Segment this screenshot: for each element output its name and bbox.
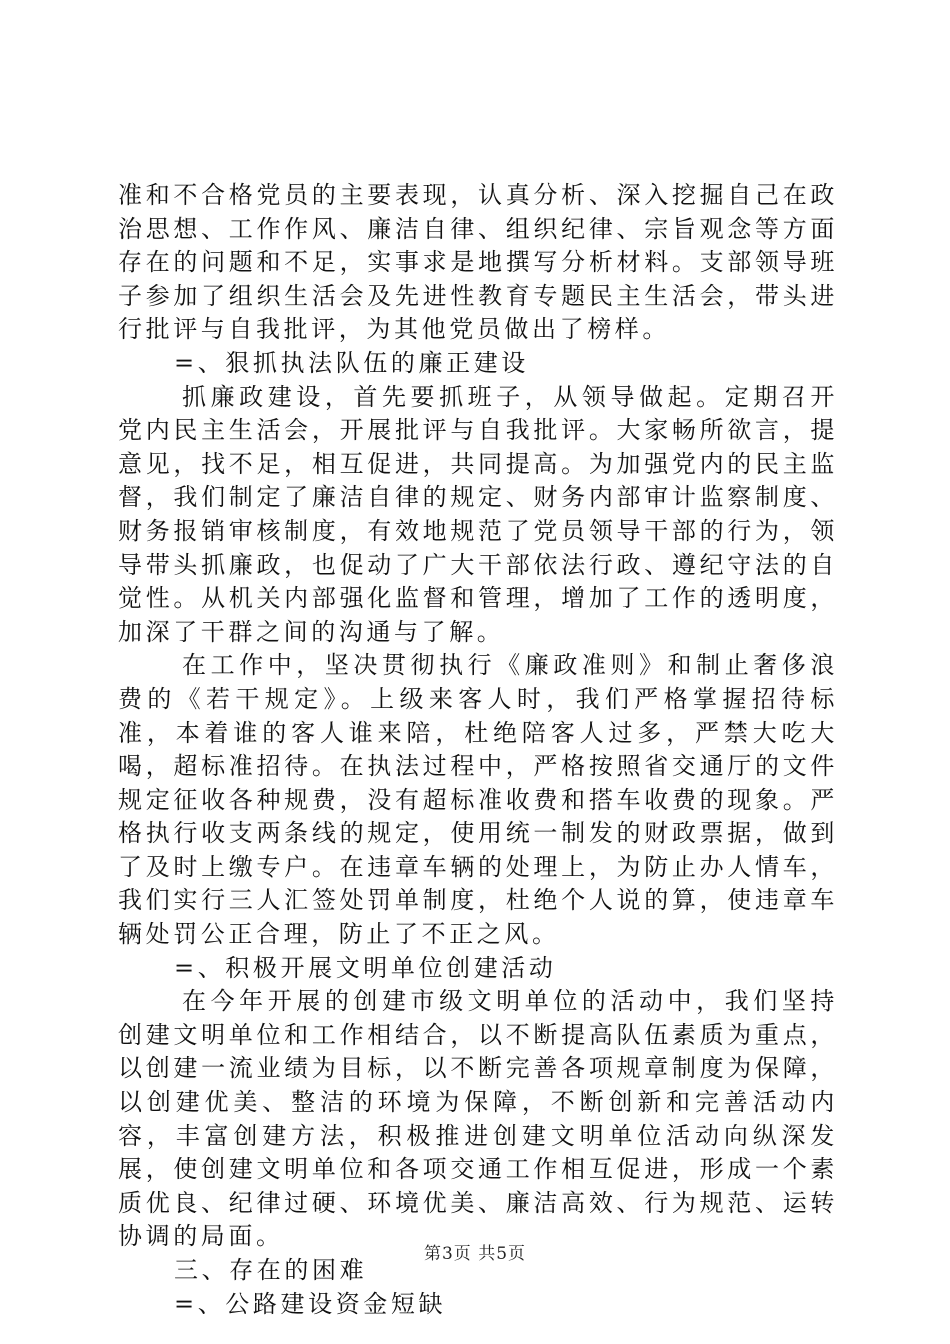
section-heading-civilized-unit: =、积极开展文明单位创建活动 <box>174 953 557 982</box>
document-body <box>118 179 838 1321</box>
section-heading-difficulties: 三、存在的困难 <box>174 1256 368 1284</box>
paragraph-regulations-enforcement: 在工作中，坚决贯彻执行《廉政准则》和制止奢侈浪费的《若干规定》。上级来客人时，我们严格掌握招待标准，本着谁的客人谁来陪，杜绝陪客人过多，严禁大吃大喝，超标准招待。在执法过程中，严格按照省交通厅的文件规定征收各种规费，没有超标准收费和搭车收费的现象。严格执行收支两条线的规定，使用统一制发的财政票据，做到了及时上缴专户。在违章车辆的处理上，为防止办人情车，我们实行三人汇签处罚单制度，杜绝个人说的算，使违章车辆处罚公正合理，防止了不正之风。 <box>118 651 838 949</box>
page-number-footer: 第3页 共5页 <box>423 1244 527 1264</box>
paragraph-civilized-unit-activities: 在今年开展的创建市级文明单位的活动中，我们坚持创建文明单位和工作相结合，以不断提高队伍素质为重点，以创建一流业绩为目标，以不断完善各项规章制度为保障，以创建优美、整洁的环境为保障，不断创新和完善活动内容，丰富创建方法，积极推进创建文明单位活动向纵深发展，使创建文明单位和各项交通工作相互促进，形成一个素质优良、纪律过硬、环境优美、廉洁高效、行为规范、运转协调的局面。 <box>118 987 838 1251</box>
section-heading-clean-government: =、狠抓执法队伍的廉正建设 <box>174 348 529 377</box>
paragraph-continuation: 准和不合格党员的主要表现，认真分析、深入挖掘自己在政治思想、工作作风、廉洁自律、组织纪律、宗旨观念等方面存在的问题和不足，实事求是地撰写分析材料。支部领导班子参加了组织生活会及先进性教育专题民主生活会，带头进行批评与自我批评，为其他党员做出了榜样。 <box>118 181 838 344</box>
section-heading-funding-shortage: =、公路建设资金短缺 <box>174 1289 447 1318</box>
paragraph-clean-government-leadership: 抓廉政建设，首先要抓班子，从领导做起。定期召开党内民主生活会，开展批评与自我批评。大家畅所欲言，提意见，找不足，相互促进，共同提高。为加强党内的民主监督，我们制定了廉洁自律的规定、财务内部审计监察制度、财务报销审核制度，有效地规范了党员领导干部的行为，领导带头抓廉政，也促动了广大干部依法行政、遵纪守法的自觉性。从机关内部强化监督和管理，增加了工作的透明度，加深了干群之间的沟通与了解。 <box>118 382 838 646</box>
